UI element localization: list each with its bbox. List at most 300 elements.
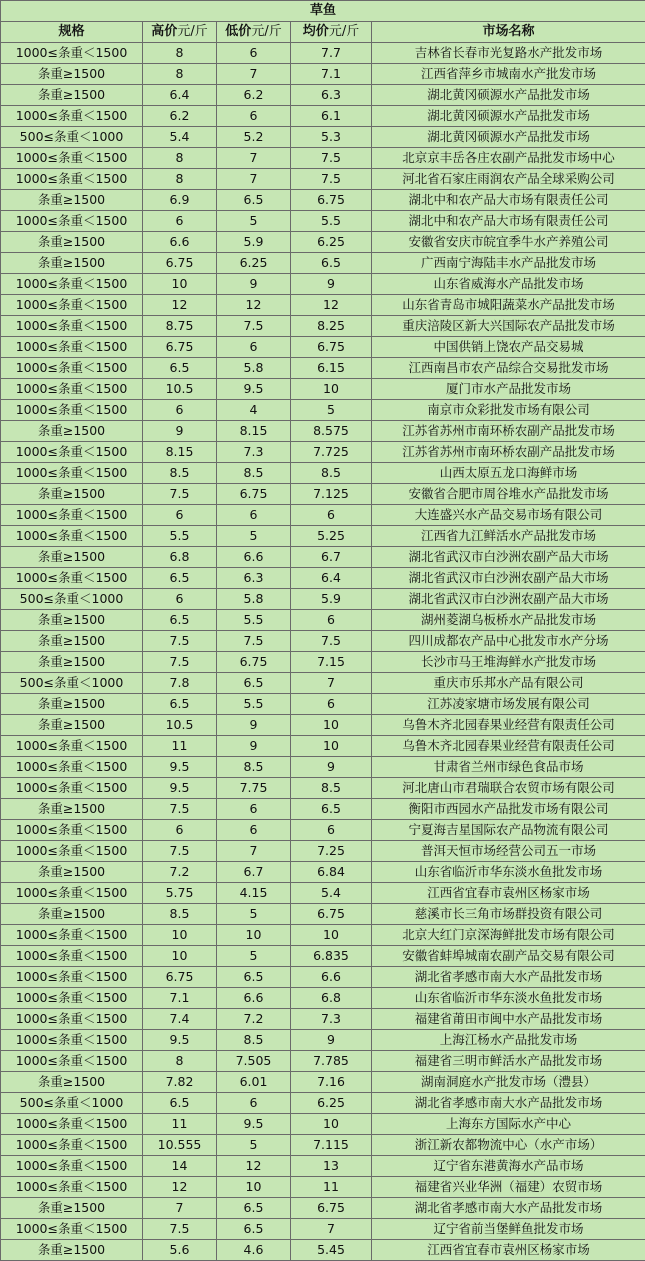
low-price-cell: 5: [217, 904, 291, 925]
high-price-cell: 7.5: [143, 652, 217, 673]
table-row: [1, 757, 645, 778]
spec-cell: 条重≥1500: [1, 904, 143, 925]
header-market: 市场名称: [372, 22, 645, 43]
market-name-cell: 湖北中和农产品大市场有限责任公司: [372, 211, 645, 232]
spec-cell: 1000≤条重＜1500: [1, 1219, 143, 1240]
low-price-cell: 7.2: [217, 1009, 291, 1030]
high-price-cell: 8: [143, 148, 217, 169]
market-name-cell: 江西省萍乡市城南水产批发市场: [372, 64, 645, 85]
table-row: [1, 1072, 645, 1093]
avg-price-cell: 5.5: [291, 211, 372, 232]
low-price-cell: 6: [217, 43, 291, 64]
high-price-cell: 5.4: [143, 127, 217, 148]
high-price-cell: 6.2: [143, 106, 217, 127]
market-name-cell: 湖州菱湖乌板桥水产品批发市场: [372, 610, 645, 631]
avg-price-cell: 6: [291, 610, 372, 631]
table-row: [1, 904, 645, 925]
avg-price-cell: 10: [291, 1114, 372, 1135]
table-row: [1, 988, 645, 1009]
high-price-cell: 6: [143, 589, 217, 610]
low-price-cell: 12: [217, 295, 291, 316]
low-price-cell: 7.75: [217, 778, 291, 799]
avg-price-cell: 8.5: [291, 463, 372, 484]
high-price-cell: 8: [143, 1051, 217, 1072]
avg-price-cell: 6.75: [291, 337, 372, 358]
spec-cell: 500≤条重＜1000: [1, 127, 143, 148]
high-price-cell: 6.5: [143, 568, 217, 589]
avg-price-cell: 7.5: [291, 169, 372, 190]
market-name-cell: 重庆涪陵区新大兴国际农产品批发市场: [372, 316, 645, 337]
high-price-cell: 6.75: [143, 253, 217, 274]
table-row: [1, 442, 645, 463]
table-row: [1, 127, 645, 148]
high-price-cell: 7.5: [143, 799, 217, 820]
spec-cell: 1000≤条重＜1500: [1, 106, 143, 127]
table-row: [1, 694, 645, 715]
avg-price-cell: 7: [291, 1219, 372, 1240]
table-row: [1, 169, 645, 190]
spec-cell: 1000≤条重＜1500: [1, 442, 143, 463]
spec-cell: 条重≥1500: [1, 694, 143, 715]
market-name-cell: 南京市众彩批发市场有限公司: [372, 400, 645, 421]
low-price-cell: 8.5: [217, 757, 291, 778]
market-name-cell: 宁夏海吉星国际农产品物流有限公司: [372, 820, 645, 841]
table-row: [1, 1051, 645, 1072]
avg-price-cell: 6.6: [291, 967, 372, 988]
market-name-cell: 重庆市乐邦水产品有限公司: [372, 673, 645, 694]
low-price-cell: 12: [217, 1156, 291, 1177]
market-name-cell: 上海东方国际水产中心: [372, 1114, 645, 1135]
spec-cell: 1000≤条重＜1500: [1, 820, 143, 841]
high-price-cell: 10.5: [143, 715, 217, 736]
low-price-cell: 6.3: [217, 568, 291, 589]
avg-price-cell: 6.75: [291, 190, 372, 211]
avg-price-cell: 7.5: [291, 148, 372, 169]
market-name-cell: 广西南宁海陆丰水产品批发市场: [372, 253, 645, 274]
low-price-cell: 8.15: [217, 421, 291, 442]
table-row: [1, 505, 645, 526]
market-name-cell: 安徽省安庆市皖宜季牛水产养殖公司: [372, 232, 645, 253]
high-price-cell: 14: [143, 1156, 217, 1177]
table-row: [1, 232, 645, 253]
high-price-cell: 7.5: [143, 484, 217, 505]
table-row: [1, 568, 645, 589]
avg-price-cell: 5.3: [291, 127, 372, 148]
spec-cell: 1000≤条重＜1500: [1, 316, 143, 337]
low-price-cell: 6: [217, 820, 291, 841]
avg-price-cell: 7.785: [291, 1051, 372, 1072]
spec-cell: 1000≤条重＜1500: [1, 841, 143, 862]
market-name-cell: 江苏省苏州市南环桥农副产品批发市场: [372, 421, 645, 442]
market-name-cell: 江西省宜春市袁州区杨家市场: [372, 1240, 645, 1261]
low-price-cell: 9.5: [217, 1114, 291, 1135]
avg-price-cell: 10: [291, 715, 372, 736]
market-name-cell: 辽宁省前当堡鲜鱼批发市场: [372, 1219, 645, 1240]
spec-cell: 1000≤条重＜1500: [1, 358, 143, 379]
low-price-cell: 7: [217, 841, 291, 862]
high-price-cell: 12: [143, 1177, 217, 1198]
table-row: [1, 253, 645, 274]
spec-cell: 1000≤条重＜1500: [1, 43, 143, 64]
spec-cell: 1000≤条重＜1500: [1, 1156, 143, 1177]
table-row: [1, 1135, 645, 1156]
table-row: [1, 1030, 645, 1051]
low-price-cell: 6.7: [217, 862, 291, 883]
high-price-cell: 11: [143, 736, 217, 757]
table-row: [1, 400, 645, 421]
market-name-cell: 衡阳市西园水产品批发市场有限公司: [372, 799, 645, 820]
low-price-cell: 7.3: [217, 442, 291, 463]
high-price-cell: 10.555: [143, 1135, 217, 1156]
low-price-cell: 5: [217, 946, 291, 967]
avg-price-cell: 6.1: [291, 106, 372, 127]
avg-price-cell: 13: [291, 1156, 372, 1177]
market-name-cell: 长沙市马王堆海鲜水产批发市场: [372, 652, 645, 673]
spec-cell: 条重≥1500: [1, 190, 143, 211]
low-price-cell: 6: [217, 799, 291, 820]
low-price-cell: 9.5: [217, 379, 291, 400]
market-name-cell: 山东省临沂市华东淡水鱼批发市场: [372, 862, 645, 883]
spec-cell: 1000≤条重＜1500: [1, 1114, 143, 1135]
table-row: [1, 946, 645, 967]
spec-cell: 1000≤条重＜1500: [1, 1135, 143, 1156]
header-low-unit: 元/斤: [251, 24, 282, 39]
table-row: [1, 106, 645, 127]
high-price-cell: 8: [143, 169, 217, 190]
low-price-cell: 5.9: [217, 232, 291, 253]
spec-cell: 1000≤条重＜1500: [1, 148, 143, 169]
high-price-cell: 6.5: [143, 610, 217, 631]
table-row: [1, 526, 645, 547]
title-row: [1, 1, 645, 22]
high-price-cell: 6: [143, 400, 217, 421]
high-price-cell: 7.82: [143, 1072, 217, 1093]
header-high: [143, 22, 217, 43]
spec-cell: 条重≥1500: [1, 64, 143, 85]
market-name-cell: 湖南洞庭水产批发市场（澧县）: [372, 1072, 645, 1093]
high-price-cell: 9.5: [143, 778, 217, 799]
table-row: [1, 610, 645, 631]
avg-price-cell: 6.75: [291, 904, 372, 925]
low-price-cell: 6.5: [217, 190, 291, 211]
table-row: [1, 715, 645, 736]
high-price-cell: 6.6: [143, 232, 217, 253]
spec-cell: 1000≤条重＜1500: [1, 778, 143, 799]
avg-price-cell: 6.25: [291, 232, 372, 253]
low-price-cell: 6.6: [217, 988, 291, 1009]
high-price-cell: 5.5: [143, 526, 217, 547]
spec-cell: 1000≤条重＜1500: [1, 400, 143, 421]
low-price-cell: 7: [217, 148, 291, 169]
high-price-cell: 6: [143, 211, 217, 232]
avg-price-cell: 6.3: [291, 85, 372, 106]
header-avg-label: 均价: [302, 24, 329, 39]
market-name-cell: 山东省临沂市华东淡水鱼批发市场: [372, 988, 645, 1009]
avg-price-cell: 7.115: [291, 1135, 372, 1156]
avg-price-cell: 7.725: [291, 442, 372, 463]
table-row: [1, 421, 645, 442]
avg-price-cell: 5.9: [291, 589, 372, 610]
market-name-cell: 中国供销上饶农产品交易城: [372, 337, 645, 358]
table-row: [1, 1114, 645, 1135]
avg-price-cell: 5.4: [291, 883, 372, 904]
high-price-cell: 6: [143, 505, 217, 526]
market-name-cell: 江苏省苏州市南环桥农副产品批发市场: [372, 442, 645, 463]
spec-cell: 1000≤条重＜1500: [1, 988, 143, 1009]
market-name-cell: 大连盛兴水产品交易市场有限公司: [372, 505, 645, 526]
table-row: [1, 841, 645, 862]
high-price-cell: 8: [143, 64, 217, 85]
avg-price-cell: 10: [291, 379, 372, 400]
market-name-cell: 北京京丰岳各庄农副产品批发市场中心: [372, 148, 645, 169]
market-name-cell: 山西太原五龙口海鲜市场: [372, 463, 645, 484]
market-name-cell: 福建省莆田市闽中水产品批发市场: [372, 1009, 645, 1030]
avg-price-cell: 7.125: [291, 484, 372, 505]
avg-price-cell: 6: [291, 694, 372, 715]
avg-price-cell: 7.16: [291, 1072, 372, 1093]
high-price-cell: 7.5: [143, 631, 217, 652]
spec-cell: 1000≤条重＜1500: [1, 925, 143, 946]
high-price-cell: 12: [143, 295, 217, 316]
spec-cell: 1000≤条重＜1500: [1, 967, 143, 988]
avg-price-cell: 6.5: [291, 253, 372, 274]
avg-price-cell: 6.7: [291, 547, 372, 568]
avg-price-cell: 6.8: [291, 988, 372, 1009]
avg-price-cell: 7.3: [291, 1009, 372, 1030]
table-row: [1, 673, 645, 694]
spec-cell: 1000≤条重＜1500: [1, 757, 143, 778]
avg-price-cell: 8.25: [291, 316, 372, 337]
spec-cell: 1000≤条重＜1500: [1, 274, 143, 295]
table-row: [1, 484, 645, 505]
avg-price-cell: 7.5: [291, 631, 372, 652]
table-row: [1, 883, 645, 904]
market-name-cell: 上海江杨水产品批发市场: [372, 1030, 645, 1051]
header-avg: [291, 22, 372, 43]
high-price-cell: 6: [143, 820, 217, 841]
low-price-cell: 6.2: [217, 85, 291, 106]
header-high-unit: 元/斤: [177, 24, 208, 39]
spec-cell: 1000≤条重＜1500: [1, 526, 143, 547]
low-price-cell: 8.5: [217, 463, 291, 484]
table-row: [1, 799, 645, 820]
high-price-cell: 6.5: [143, 1093, 217, 1114]
table-title: 草鱼: [1, 1, 645, 22]
low-price-cell: 6.5: [217, 673, 291, 694]
high-price-cell: 7.5: [143, 841, 217, 862]
table-row: [1, 1198, 645, 1219]
table-row: [1, 463, 645, 484]
market-name-cell: 安徽省蚌埠城南农副产品交易有限公司: [372, 946, 645, 967]
spec-cell: 1000≤条重＜1500: [1, 1177, 143, 1198]
high-price-cell: 8: [143, 43, 217, 64]
high-price-cell: 7.8: [143, 673, 217, 694]
spec-cell: 1000≤条重＜1500: [1, 946, 143, 967]
table-row: [1, 1240, 645, 1261]
table-row: [1, 190, 645, 211]
high-price-cell: 11: [143, 1114, 217, 1135]
high-price-cell: 6.75: [143, 337, 217, 358]
low-price-cell: 7: [217, 169, 291, 190]
table-row: [1, 274, 645, 295]
low-price-cell: 5.8: [217, 358, 291, 379]
low-price-cell: 6.25: [217, 253, 291, 274]
high-price-cell: 9.5: [143, 757, 217, 778]
spec-cell: 1000≤条重＜1500: [1, 169, 143, 190]
table-body: [1, 43, 645, 1261]
market-name-cell: 山东省威海水产品批发市场: [372, 274, 645, 295]
low-price-cell: 6.6: [217, 547, 291, 568]
avg-price-cell: 6.25: [291, 1093, 372, 1114]
high-price-cell: 7.2: [143, 862, 217, 883]
avg-price-cell: 8.5: [291, 778, 372, 799]
low-price-cell: 6.5: [217, 967, 291, 988]
high-price-cell: 6.8: [143, 547, 217, 568]
table-row: [1, 379, 645, 400]
high-price-cell: 10: [143, 274, 217, 295]
low-price-cell: 5: [217, 526, 291, 547]
spec-cell: 条重≥1500: [1, 610, 143, 631]
low-price-cell: 6: [217, 337, 291, 358]
table-row: [1, 547, 645, 568]
market-name-cell: 普洱天恒市场经营公司五一市场: [372, 841, 645, 862]
market-name-cell: 福建省兴业华洲（福建）农贸市场: [372, 1177, 645, 1198]
market-name-cell: 福建省三明市鲜活水产品批发市场: [372, 1051, 645, 1072]
spec-cell: 条重≥1500: [1, 232, 143, 253]
low-price-cell: 4: [217, 400, 291, 421]
high-price-cell: 10.5: [143, 379, 217, 400]
high-price-cell: 8.5: [143, 904, 217, 925]
low-price-cell: 10: [217, 925, 291, 946]
spec-cell: 1000≤条重＜1500: [1, 463, 143, 484]
market-name-cell: 湖北省武汉市白沙洲农副产品大市场: [372, 568, 645, 589]
market-name-cell: 安徽省合肥市周谷堆水产品批发市场: [372, 484, 645, 505]
low-price-cell: 6: [217, 106, 291, 127]
avg-price-cell: 7.15: [291, 652, 372, 673]
market-name-cell: 慈溪市长三角市场群投资有限公司: [372, 904, 645, 925]
table-row: [1, 862, 645, 883]
high-price-cell: 10: [143, 946, 217, 967]
table-row: [1, 778, 645, 799]
spec-cell: 1000≤条重＜1500: [1, 883, 143, 904]
market-name-cell: 乌鲁木齐北园春果业经营有限责任公司: [372, 736, 645, 757]
spec-cell: 条重≥1500: [1, 652, 143, 673]
spec-cell: 条重≥1500: [1, 631, 143, 652]
table-row: [1, 43, 645, 64]
high-price-cell: 7.1: [143, 988, 217, 1009]
high-price-cell: 6.9: [143, 190, 217, 211]
spec-cell: 条重≥1500: [1, 421, 143, 442]
avg-price-cell: 7.1: [291, 64, 372, 85]
spec-cell: 条重≥1500: [1, 715, 143, 736]
high-price-cell: 5.6: [143, 1240, 217, 1261]
header-row: [1, 22, 645, 43]
low-price-cell: 9: [217, 736, 291, 757]
market-name-cell: 辽宁省东港黄海水产品市场: [372, 1156, 645, 1177]
avg-price-cell: 7.7: [291, 43, 372, 64]
market-name-cell: 湖北省武汉市白沙洲农副产品大市场: [372, 547, 645, 568]
market-name-cell: 湖北黄冈硕源水产品批发市场: [372, 106, 645, 127]
table-row: [1, 589, 645, 610]
high-price-cell: 8.15: [143, 442, 217, 463]
market-name-cell: 江苏凌家塘市场发展有限公司: [372, 694, 645, 715]
market-name-cell: 河北省石家庄雨润农产品全球采购公司: [372, 169, 645, 190]
low-price-cell: 8.5: [217, 1030, 291, 1051]
low-price-cell: 5: [217, 211, 291, 232]
high-price-cell: 6.4: [143, 85, 217, 106]
high-price-cell: 7: [143, 1198, 217, 1219]
spec-cell: 500≤条重＜1000: [1, 1093, 143, 1114]
table-row: [1, 1009, 645, 1030]
spec-cell: 1000≤条重＜1500: [1, 1051, 143, 1072]
avg-price-cell: 7.25: [291, 841, 372, 862]
market-name-cell: 吉林省长春市光复路水产批发市场: [372, 43, 645, 64]
table-row: [1, 1093, 645, 1114]
header-avg-unit: 元/斤: [328, 24, 360, 39]
low-price-cell: 7.5: [217, 316, 291, 337]
avg-price-cell: 9: [291, 274, 372, 295]
low-price-cell: 4.6: [217, 1240, 291, 1261]
high-price-cell: 6.5: [143, 358, 217, 379]
spec-cell: 1000≤条重＜1500: [1, 568, 143, 589]
low-price-cell: 6.75: [217, 652, 291, 673]
high-price-cell: 5.75: [143, 883, 217, 904]
market-name-cell: 湖北省孝感市南大水产品批发市场: [372, 967, 645, 988]
low-price-cell: 6.75: [217, 484, 291, 505]
market-name-cell: 甘肃省兰州市绿色食品市场: [372, 757, 645, 778]
low-price-cell: 4.15: [217, 883, 291, 904]
market-name-cell: 乌鲁木齐北园春果业经营有限责任公司: [372, 715, 645, 736]
avg-price-cell: 9: [291, 757, 372, 778]
spec-cell: 1000≤条重＜1500: [1, 337, 143, 358]
avg-price-cell: 8.575: [291, 421, 372, 442]
table-row: [1, 316, 645, 337]
low-price-cell: 9: [217, 274, 291, 295]
low-price-cell: 6.01: [217, 1072, 291, 1093]
table-row: [1, 1156, 645, 1177]
avg-price-cell: 7: [291, 673, 372, 694]
avg-price-cell: 10: [291, 925, 372, 946]
avg-price-cell: 5.25: [291, 526, 372, 547]
market-name-cell: 湖北省孝感市南大水产品批发市场: [372, 1198, 645, 1219]
market-name-cell: 湖北省孝感市南大水产品批发市场: [372, 1093, 645, 1114]
table-row: [1, 337, 645, 358]
high-price-cell: 6.75: [143, 967, 217, 988]
table-row: [1, 631, 645, 652]
table-row: [1, 652, 645, 673]
market-name-cell: 江西南昌市农产品综合交易批发市场: [372, 358, 645, 379]
low-price-cell: 5.5: [217, 694, 291, 715]
spec-cell: 1000≤条重＜1500: [1, 505, 143, 526]
avg-price-cell: 6.15: [291, 358, 372, 379]
avg-price-cell: 5.45: [291, 1240, 372, 1261]
spec-cell: 500≤条重＜1000: [1, 589, 143, 610]
avg-price-cell: 6.84: [291, 862, 372, 883]
low-price-cell: 6.5: [217, 1198, 291, 1219]
spec-cell: 500≤条重＜1000: [1, 673, 143, 694]
table-row: [1, 64, 645, 85]
spec-cell: 条重≥1500: [1, 1198, 143, 1219]
low-price-cell: 5.2: [217, 127, 291, 148]
avg-price-cell: 11: [291, 1177, 372, 1198]
spec-cell: 条重≥1500: [1, 253, 143, 274]
high-price-cell: 8.5: [143, 463, 217, 484]
table-row: [1, 820, 645, 841]
spec-cell: 1000≤条重＜1500: [1, 736, 143, 757]
high-price-cell: 9.5: [143, 1030, 217, 1051]
market-name-cell: 湖北黄冈硕源水产品批发市场: [372, 127, 645, 148]
avg-price-cell: 6: [291, 820, 372, 841]
